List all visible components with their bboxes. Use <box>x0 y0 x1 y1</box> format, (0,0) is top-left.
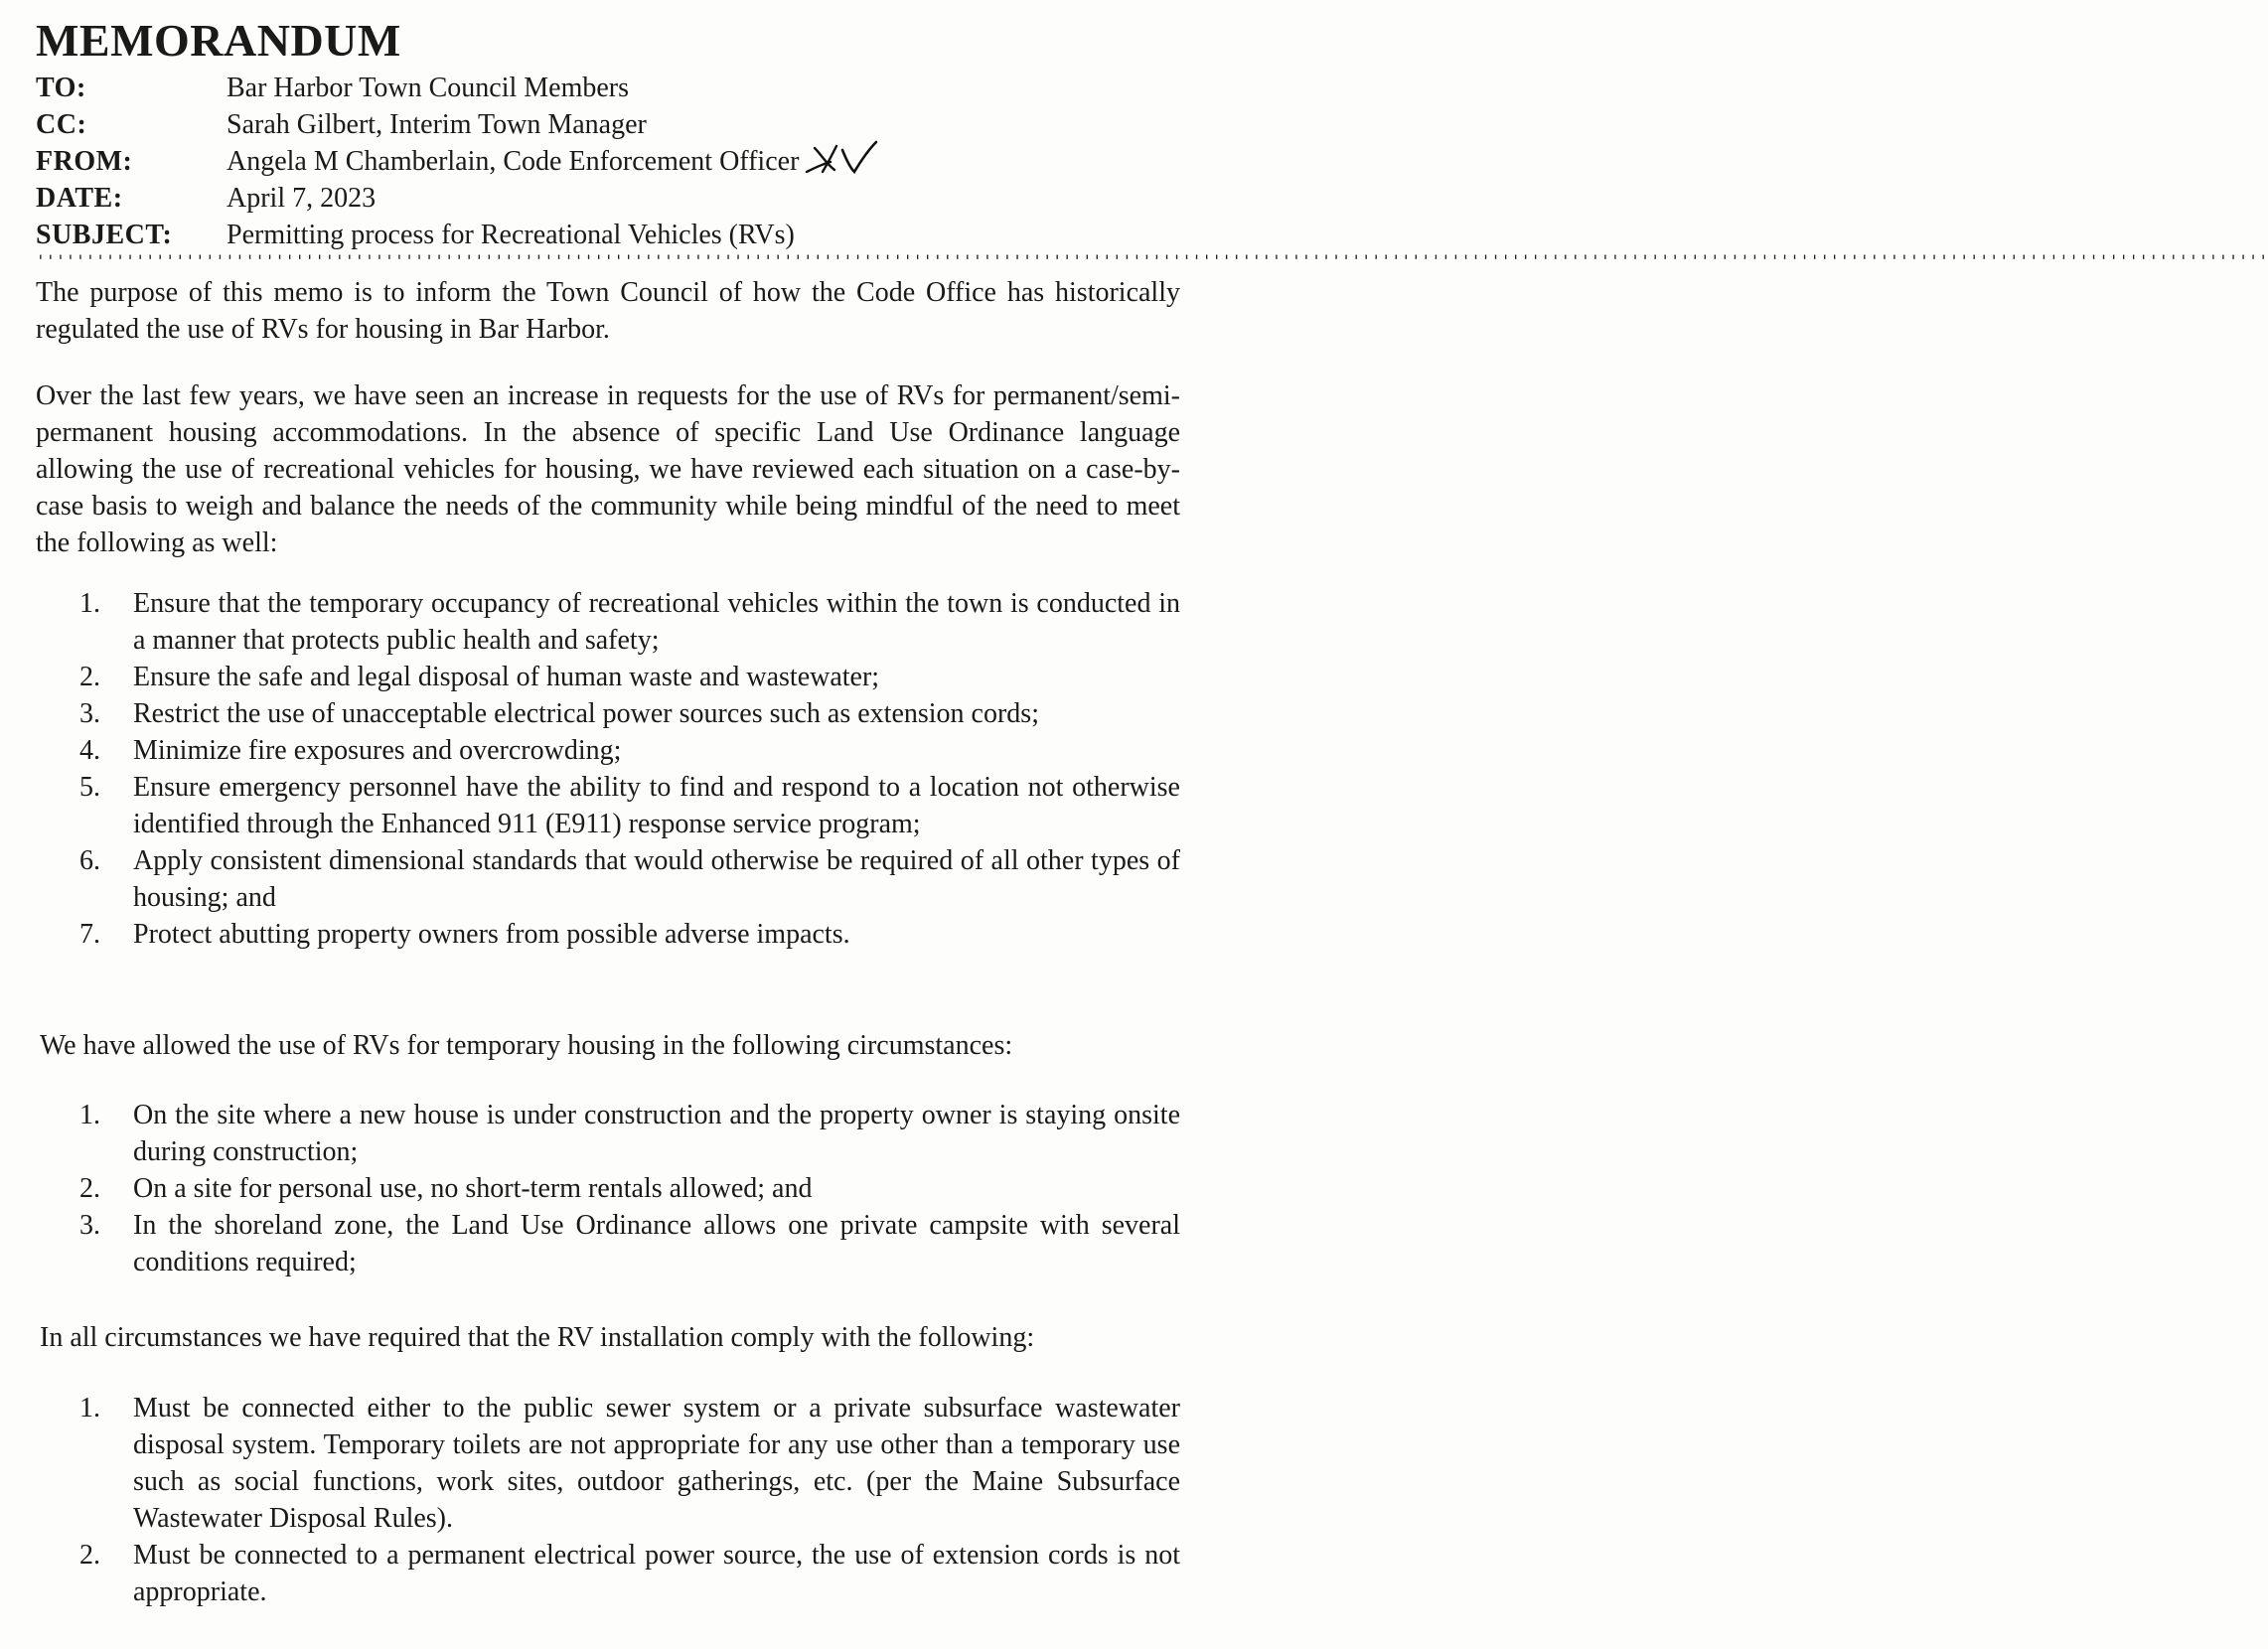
list-item <box>79 585 1180 659</box>
header-value: Angela M Chamberlain, Code Enforcement Officer <box>227 145 800 177</box>
header-value-from <box>227 142 880 182</box>
list-number: 1. <box>79 1393 100 1424</box>
list-number: 6. <box>79 845 100 876</box>
list-text: Apply consistent dimensional standards that would otherwise be required of all other types of housing; and <box>133 845 1180 913</box>
list-text: Protect abutting property owners from possible adverse impacts. <box>133 919 850 950</box>
header-label: SUBJECT: <box>36 219 173 250</box>
list-text: Ensure the safe and legal disposal of human waste and wastewater; <box>133 662 880 692</box>
list-text: On a site for personal use, no short-term rentals allowed; and <box>133 1173 813 1204</box>
initials-signature <box>803 138 880 178</box>
list-item <box>79 842 1180 916</box>
list-item <box>79 916 1180 953</box>
list-number: 1. <box>79 588 100 619</box>
list-item <box>79 659 1180 695</box>
memo-title: MEMORANDUM <box>36 15 401 66</box>
requirements-list <box>79 1390 1180 1610</box>
list-text: Restrict the use of unacceptable electrical power sources such as extension cords; <box>133 698 1039 729</box>
header-value: Bar Harbor Town Council Members <box>227 72 630 103</box>
header-row-subject <box>36 217 1178 253</box>
list-text: Minimize fire exposures and overcrowding; <box>133 735 622 766</box>
goals-list <box>79 585 1180 953</box>
paragraph-circumstances: We have allowed the use of RVs for temporary housing in the following circumstances: <box>40 1030 1013 1061</box>
list-item <box>79 769 1180 842</box>
memo-header <box>36 70 1178 253</box>
list-item <box>79 1537 1180 1610</box>
header-row-from <box>36 143 1178 180</box>
list-number: 3. <box>79 1210 100 1241</box>
header-row-to <box>36 70 1178 106</box>
list-number: 2. <box>79 1540 100 1571</box>
circumstances-list <box>79 1097 1180 1280</box>
header-row-cc <box>36 106 1178 143</box>
header-row-date <box>36 180 1178 217</box>
list-item <box>79 1207 1180 1280</box>
header-value: Sarah Gilbert, Interim Town Manager <box>227 108 647 140</box>
list-text: Must be connected to a permanent electrical power source, the use of extension cords is not appropriate. <box>133 1540 1180 1607</box>
list-item <box>79 732 1180 769</box>
list-text: Ensure emergency personnel have the ability to find and respond to a location not otherwise identified through the Enhanced 911 (E911) response service program; <box>133 772 1180 839</box>
list-text: Ensure that the temporary occupancy of recreational vehicles within the town is conducted in a manner that protects public health and safety; <box>133 588 1180 656</box>
header-label: DATE: <box>36 182 123 214</box>
list-item <box>79 1097 1180 1170</box>
header-label: TO: <box>36 72 86 103</box>
list-number: 2. <box>79 662 100 692</box>
list-number: 2. <box>79 1173 100 1204</box>
list-item <box>79 1170 1180 1207</box>
list-number: 4. <box>79 735 100 766</box>
paragraph-background: Over the last few years, we have seen an increase in requests for the use of RVs for permanent/semi-permanent housing accommodations. In the absence of specific Land Use Ordinance language allowing the use of recreational vehicles for housing, we have reviewed each situation on a case-by-case basis to weigh and balance the needs of the community while being mindful of the need to meet the following as well: <box>36 380 1180 558</box>
header-label: FROM: <box>36 145 133 177</box>
header-value: April 7, 2023 <box>227 182 377 214</box>
list-number: 1. <box>79 1100 100 1130</box>
list-number: 3. <box>79 698 100 729</box>
list-text: Must be connected either to the public sewer system or a private subsurface wastewater disposal system. Temporary toilets are not appropriate for any use other than a temporary use such as social functions, work sites, outdoor gatherings, etc. (per the Maine Subsurface Wastewater Disposal Rules). <box>133 1393 1180 1534</box>
paragraph-purpose: The purpose of this memo is to inform the Town Council of how the Code Office has historically regulated the use of RVs for housing in Bar Harbor. <box>36 277 1180 345</box>
header-divider: '''''''''''''''''''''''''''''''''''''''''''''''''''''''''''''''''''''''''''''''''''''''''''''''''''''''''''''''''''''''''''''''''''''''''''''''''''''''''''''''''''''''''''''''''''''''''''''''''''''''''''''''''''''''''''''''' <box>36 251 2268 270</box>
list-text: On the site where a new house is under construction and the property owner is staying onsite during construction; <box>133 1100 1180 1167</box>
header-value: Permitting process for Recreational Vehicles (RVs) <box>227 219 795 250</box>
list-item <box>79 695 1180 732</box>
list-item <box>79 1390 1180 1537</box>
header-label: CC: <box>36 108 87 140</box>
list-number: 7. <box>79 919 100 950</box>
paragraph-requirements: In all circumstances we have required that the RV installation comply with the following: <box>40 1322 1035 1353</box>
list-number: 5. <box>79 772 100 803</box>
list-text: In the shoreland zone, the Land Use Ordinance allows one private campsite with several conditions required; <box>133 1210 1180 1277</box>
